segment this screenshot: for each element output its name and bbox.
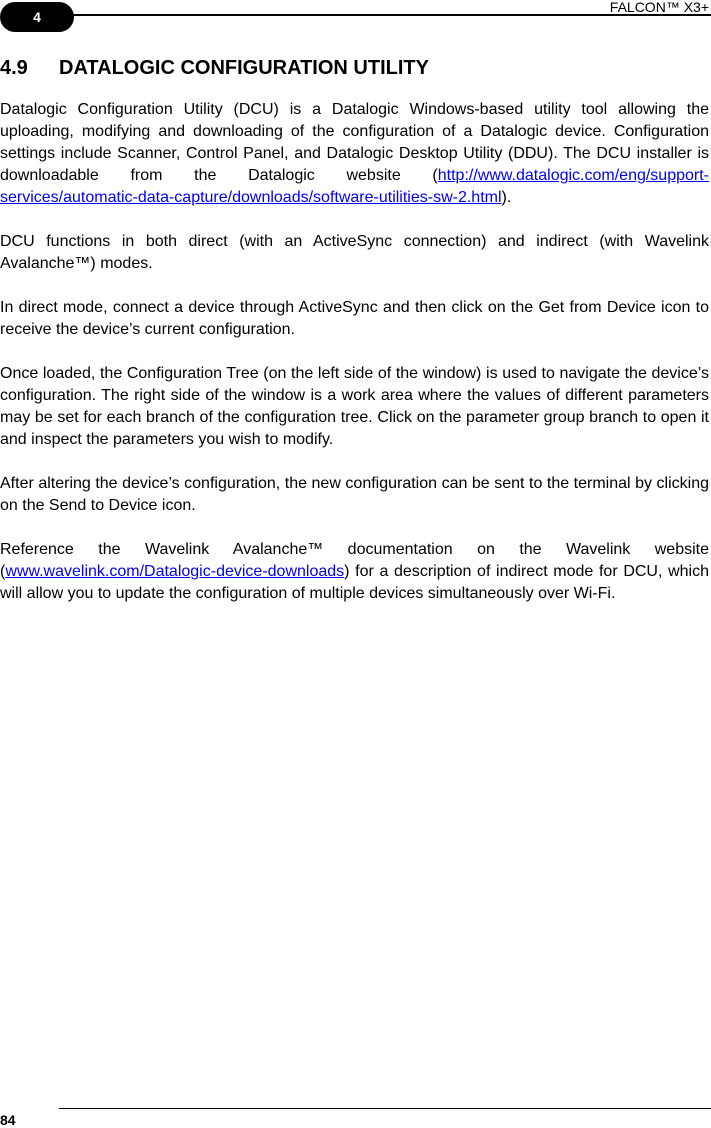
- section-number: 4.9: [0, 57, 28, 79]
- paragraph-wavelink-reference: [0, 539, 709, 605]
- paragraph-text: ) for a description of indirect mode for DCU, which will allow you to update the configuration of multiple devices simultaneously over Wi-Fi.: [0, 563, 709, 602]
- paragraph-text: Reference the Wavelink Avalanche™ documentation on the Wavelink website (: [0, 541, 709, 580]
- page-number: 84: [0, 1112, 16, 1128]
- product-name: FALCON™ X3+: [609, 0, 709, 15]
- paragraph-direct-mode: In direct mode, connect a device through ActiveSync and then click on the Get from Device icon to receive the device’s current configuration.: [0, 299, 709, 338]
- paragraph-text: ).: [501, 189, 512, 206]
- body-content: [0, 99, 709, 627]
- paragraph-send-to-device: After altering the device’s configuration, the new configuration can be sent to the terminal by clicking on the Send to Device icon.: [0, 475, 709, 514]
- datalogic-download-link[interactable]: http://www.datalogic.com/eng/support-services/automatic-data-capture/downloads/software-utilities-sw-2.html: [0, 167, 709, 206]
- paragraph-text: Datalogic Configuration Utility (DCU) is a Datalogic Windows-based utility tool allowing the uploading, modifying and downloading of the configuration of a Datalogic device. Configuration settings include Scanner, Control Panel, and Datalogic Desktop Utility (DDU). The DCU installer is downloadable from the Datalogic website (: [0, 101, 709, 184]
- paragraph-configuration-tree: Once loaded, the Configuration Tree (on the left side of the window) is used to navigate the device’s configuration. The right side of the window is a work area where the values of different parameters may be set for each branch of the configuration tree. Click on the parameter group branch to open it and inspect the parameters you wish to modify.: [0, 365, 709, 448]
- wavelink-download-link[interactable]: www.wavelink.com/Datalogic-device-downloads: [5, 563, 345, 580]
- paragraph-dcu-intro: [0, 99, 709, 209]
- section-title: DATALOGIC CONFIGURATION UTILITY: [59, 57, 429, 79]
- paragraph-dcu-modes: DCU functions in both direct (with an ActiveSync connection) and indirect (with Wavelink Avalanche™) modes.: [0, 233, 709, 272]
- chapter-badge: 4: [0, 2, 74, 32]
- footer-rule: [59, 1108, 711, 1109]
- section-heading: [0, 56, 429, 80]
